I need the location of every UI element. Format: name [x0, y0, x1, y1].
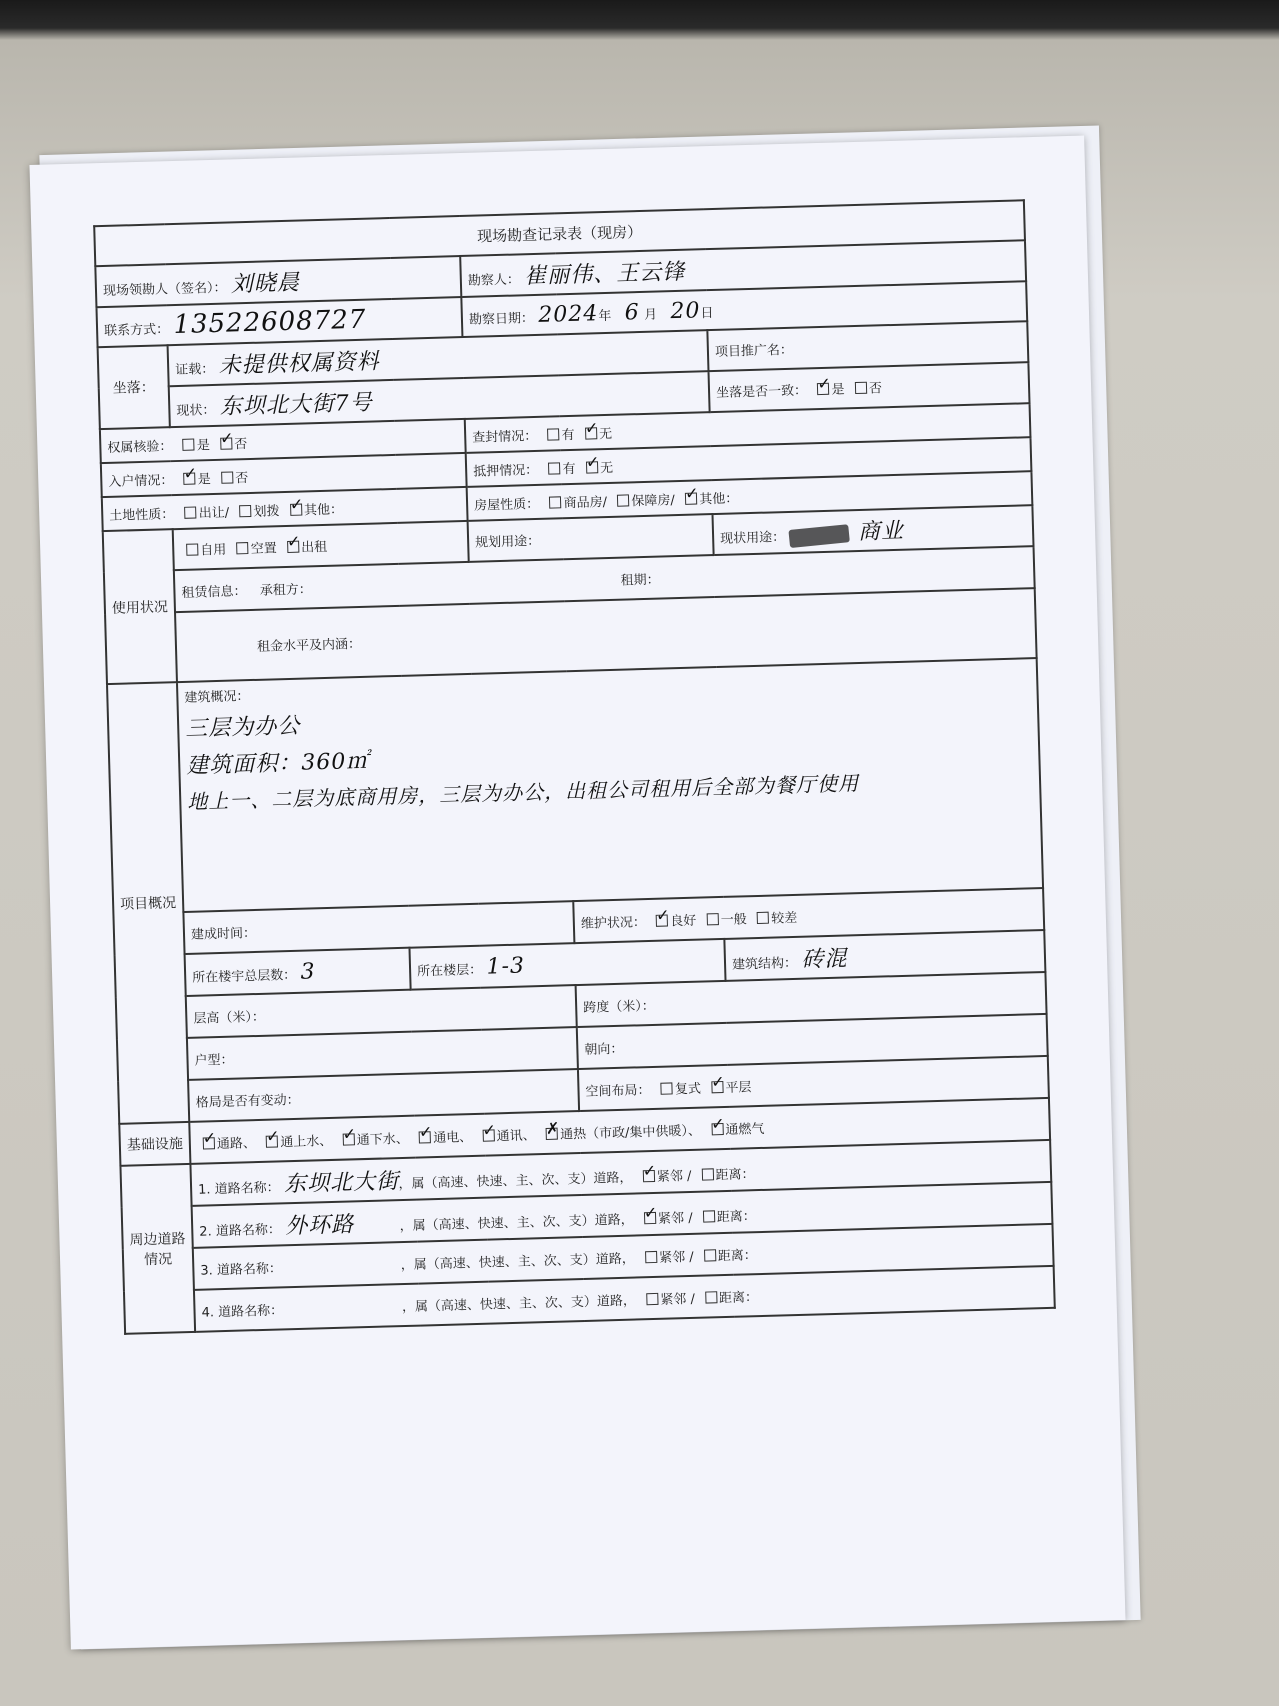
- surveyor-signature: 刘晓晨: [230, 270, 301, 298]
- checkbox-space-duplex[interactable]: [661, 1082, 673, 1094]
- height-label: 层高（米）：: [193, 1009, 266, 1027]
- checkbox-road-4-adjacent[interactable]: [646, 1292, 658, 1304]
- space-opt1-label: 复式: [674, 1081, 702, 1097]
- building-line-3: 地上一、二层为底商用房，三层为办公，出租公司租用后全部为餐厅使用: [186, 771, 860, 814]
- checkbox-entry-yes[interactable]: [184, 472, 196, 484]
- road-2-type: ，属（高速、快速、主、次、支）道路，: [399, 1212, 634, 1234]
- checkbox-seal-have[interactable]: [547, 428, 559, 440]
- checkbox-match-yes[interactable]: [817, 383, 829, 395]
- road-4-prefix: 4. 道路名称：: [201, 1302, 284, 1321]
- road-1-sep: /: [682, 1168, 696, 1184]
- tenant-label: 承租方：: [259, 581, 313, 599]
- checkbox-ownership-no[interactable]: [220, 437, 232, 449]
- road-3-name: [286, 1269, 396, 1272]
- road-3-distance: 距离：: [717, 1247, 758, 1264]
- road-3-adjacent: 紧邻: [658, 1249, 686, 1266]
- built-time-label: 建成时间：: [190, 925, 257, 943]
- date-day-unit: 日: [700, 305, 714, 321]
- checkbox-ownership-yes[interactable]: [183, 438, 195, 450]
- entry-no-label: 否: [235, 470, 249, 486]
- checkbox-maint-normal[interactable]: [707, 913, 719, 925]
- land-opt3-label: 其他：: [303, 501, 344, 518]
- road-3-sep: /: [684, 1249, 699, 1265]
- location-label: 坐落：: [98, 345, 170, 429]
- infra-item-road: 通路、: [216, 1135, 257, 1152]
- house-opt2-label: 保障房/: [631, 492, 675, 509]
- house-opt1-label: 商品房/: [563, 494, 608, 511]
- land-opt1-label: 出让/: [198, 505, 230, 521]
- road-4-distance: 距离：: [718, 1289, 759, 1306]
- checkbox-road-3-adjacent[interactable]: [645, 1250, 657, 1262]
- house-label: 房屋性质：: [473, 496, 540, 514]
- usage-opt1-label: 自用: [200, 542, 227, 559]
- land-label: 土地性质：: [109, 506, 175, 524]
- checkbox-mortgage-have[interactable]: [548, 462, 560, 474]
- location-match-label: 坐落是否一致：: [715, 383, 808, 401]
- overview-label: 项目概况: [107, 682, 189, 1124]
- span-label: 跨度（米）：: [583, 998, 655, 1016]
- space-opt2-label: 平层: [725, 1079, 752, 1096]
- checkbox-usage-rent[interactable]: [287, 541, 299, 553]
- date-label: 勘察日期：: [468, 310, 535, 328]
- infra-item-drainage: 通下水、: [356, 1131, 409, 1148]
- checkbox-maint-good[interactable]: [656, 914, 668, 926]
- checkbox-road-1-distance[interactable]: [701, 1168, 713, 1180]
- orientation-label: 朝向：: [584, 1041, 624, 1058]
- ownership-yes-label: 是: [196, 437, 211, 453]
- checkbox-land-transfer[interactable]: [185, 506, 197, 518]
- seal-have-label: 有: [561, 427, 575, 443]
- checkbox-infra-drainage[interactable]: [343, 1133, 355, 1145]
- usage-opt3-label: 出租: [301, 539, 328, 556]
- infra-label: 基础设施: [119, 1122, 190, 1166]
- inspector-signature: 崔丽伟、王云锋: [523, 259, 686, 290]
- road-1-name: 东坝北大街: [283, 1168, 400, 1197]
- date-year-unit: 年: [598, 308, 612, 324]
- building-line-2: 建筑面积：360㎡: [185, 748, 370, 779]
- current-label: 现状：: [176, 402, 216, 420]
- project-name-label: 项目推广名：: [714, 342, 794, 360]
- road-2-prefix: 2. 道路名称：: [199, 1221, 282, 1240]
- mortgage-none-label: 无: [599, 460, 614, 476]
- seal-label: 查封情况：: [472, 428, 538, 446]
- road-2-adjacent: 紧邻: [657, 1210, 685, 1227]
- survey-record-table: [93, 199, 1056, 1335]
- building-line-1: 三层为办公: [184, 713, 301, 742]
- checkbox-usage-self[interactable]: [186, 543, 198, 555]
- checkbox-space-flat[interactable]: [711, 1081, 723, 1093]
- form-title: 现场勘查记录表（现房）: [94, 200, 1025, 266]
- date-month-unit: 月: [643, 307, 658, 323]
- floors-total-cell: [185, 948, 411, 996]
- road-1-prefix: 1. 道路名称：: [197, 1179, 280, 1198]
- current-use-label: 现状用途：: [719, 530, 786, 547]
- checkbox-land-other[interactable]: [290, 503, 302, 515]
- checkbox-road-2-adjacent[interactable]: [644, 1211, 656, 1223]
- surveyor-label: 现场领勘人（签名）：: [102, 280, 227, 300]
- floors-total-label: 所在楼宇总层数：: [192, 967, 297, 986]
- ownership-label: 权属核验：: [107, 438, 173, 456]
- floors-total-value: 3: [300, 958, 316, 985]
- entry-label: 入户情况：: [108, 472, 174, 490]
- date-month: 6: [624, 299, 641, 325]
- cert-value: 未提供权属资料: [218, 349, 380, 379]
- checkbox-house-other[interactable]: [685, 492, 697, 504]
- checkbox-entry-no[interactable]: [221, 471, 233, 483]
- ownership-no-label: 否: [234, 436, 248, 452]
- maint-opt1-label: 良好: [670, 913, 697, 929]
- road-4-adjacent: 紧邻: [660, 1291, 687, 1308]
- mortgage-have-label: 有: [562, 461, 576, 477]
- road-1-adjacent: 紧邻: [656, 1168, 684, 1185]
- checkbox-house-commercial[interactable]: [549, 496, 561, 508]
- checkbox-infra-road[interactable]: [203, 1137, 215, 1149]
- scribble-mark: [789, 524, 850, 548]
- road-2-sep: /: [683, 1210, 697, 1226]
- infra-item-power: 通电、: [432, 1129, 473, 1146]
- survey-form-sheet: [29, 136, 1125, 1650]
- usage-label: 使用状况: [103, 529, 177, 684]
- building-label: 建筑概况：: [184, 689, 250, 706]
- checkbox-infra-gas[interactable]: [711, 1123, 723, 1135]
- checkbox-maint-poor[interactable]: [757, 911, 769, 923]
- lease-term-label: 租期：: [620, 572, 660, 589]
- road-4-name: [288, 1311, 398, 1314]
- house-opt3-label: 其他：: [699, 490, 739, 507]
- infra-item-water-supply: 通上水、: [280, 1133, 333, 1150]
- lease-label: 租赁信息：: [181, 583, 247, 601]
- roads-label: 周边道路情况: [120, 1164, 195, 1334]
- building-overview-cell: [177, 658, 1043, 912]
- entry-yes-label: 是: [197, 471, 212, 487]
- road-1-distance: 距离：: [715, 1166, 755, 1183]
- road-2-distance: 距离：: [716, 1208, 756, 1225]
- contact-value: 13522608727: [173, 304, 367, 341]
- plan-use-cell: [468, 514, 714, 562]
- maint-opt2-label: 一般: [720, 911, 747, 928]
- road-4-sep: /: [686, 1291, 700, 1307]
- checkbox-road-3-distance[interactable]: [704, 1249, 716, 1261]
- layout-change-label: 格局是否有变动：: [195, 1092, 300, 1111]
- land-opt2-label: 划拨: [253, 503, 280, 520]
- match-yes-label: 是: [831, 382, 845, 398]
- plan-use-label: 规划用途：: [474, 533, 541, 551]
- date-year: 2024: [537, 300, 599, 328]
- match-no-label: 否: [868, 381, 883, 397]
- date-day: 20: [670, 297, 701, 324]
- space-label: 空间布局：: [585, 1082, 651, 1100]
- road-3-prefix: 3. 道路名称：: [200, 1260, 283, 1279]
- road-4-type: ，属（高速、快速、主、次、支）道路，: [401, 1293, 637, 1315]
- infra-item-telecom: 通讯、: [496, 1127, 536, 1144]
- checkbox-road-1-adjacent[interactable]: [643, 1169, 655, 1181]
- checkbox-mortgage-none[interactable]: [586, 461, 598, 473]
- checkbox-road-4-distance[interactable]: [705, 1291, 717, 1303]
- unit-type-label: 户型：: [194, 1052, 234, 1069]
- checkbox-house-affordable[interactable]: [617, 494, 629, 506]
- checkbox-infra-power[interactable]: [419, 1131, 431, 1143]
- current-use-value: 商业: [857, 518, 905, 546]
- checkbox-infra-heating[interactable]: [546, 1127, 558, 1139]
- road-3-type: ，属（高速、快速、主、次、支）道路，: [400, 1251, 635, 1273]
- checkbox-infra-telecom[interactable]: [482, 1129, 494, 1141]
- checkbox-infra-water-supply[interactable]: [266, 1135, 278, 1147]
- checkbox-land-allocation[interactable]: [239, 504, 251, 516]
- road-2-name: 外环路: [284, 1211, 355, 1239]
- contact-label: 联系方式：: [103, 322, 170, 339]
- usage-opt2-label: 空置: [250, 541, 277, 557]
- checkbox-seal-none[interactable]: [585, 427, 597, 439]
- current-value: 东坝北大街7号: [219, 390, 374, 420]
- maint-opt3-label: 较差: [771, 910, 798, 927]
- seal-none-label: 无: [598, 426, 613, 442]
- rent-label: 租金水平及内涵：: [256, 636, 362, 655]
- floor-value: 1-3: [486, 953, 526, 980]
- road-1-type: ，属（高速、快速、主、次、支）道路，: [398, 1170, 633, 1192]
- infra-item-gas: 通燃气: [725, 1121, 765, 1138]
- structure-label: 建筑结构：: [731, 955, 798, 973]
- checkbox-match-no[interactable]: [855, 382, 867, 394]
- floor-label: 所在楼层：: [416, 962, 483, 980]
- mortgage-label: 抵押情况：: [473, 462, 539, 480]
- infra-item-heating: 通热（市政/集中供暖）、: [559, 1123, 702, 1143]
- checkbox-road-2-distance[interactable]: [703, 1210, 715, 1222]
- structure-value: 砖混: [801, 945, 848, 973]
- cert-label: 证载：: [175, 361, 215, 379]
- checkbox-usage-vacant[interactable]: [237, 542, 249, 554]
- inspector-label: 勘察人：: [467, 272, 521, 289]
- maint-label: 维护状况：: [580, 914, 647, 932]
